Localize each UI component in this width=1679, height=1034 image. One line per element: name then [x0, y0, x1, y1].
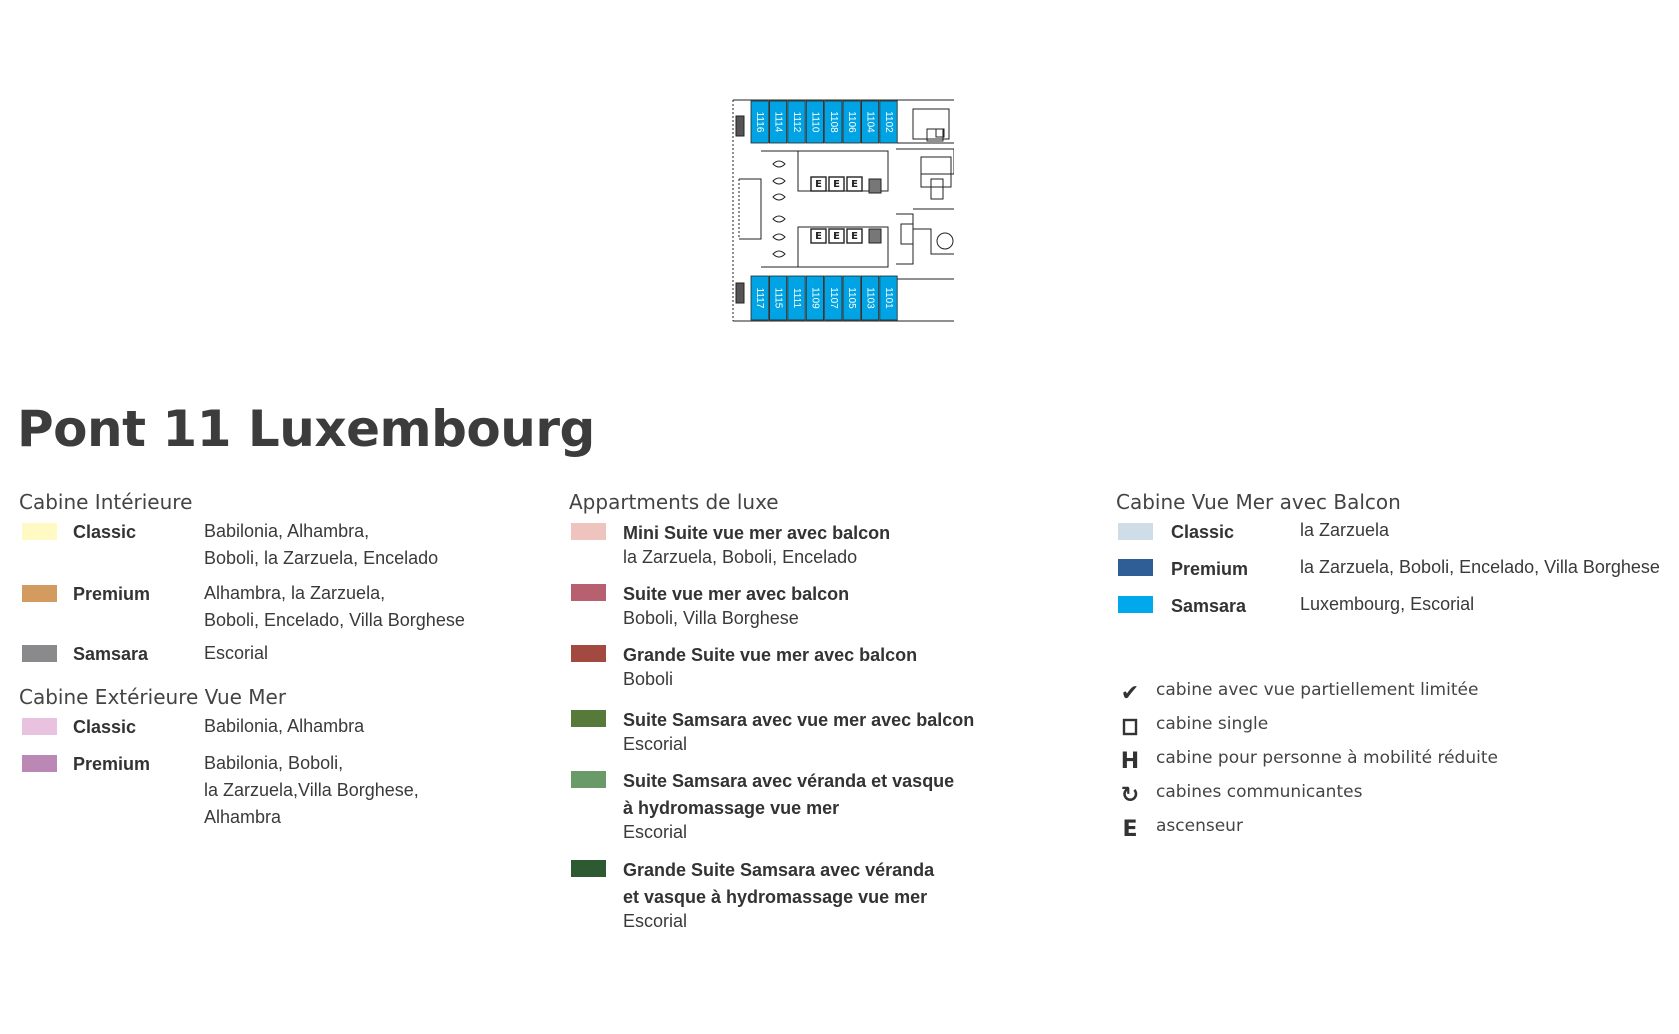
color-swatch [1118, 523, 1153, 540]
cabin-1114[interactable] [769, 101, 786, 143]
ship-list-line: Escorial [623, 734, 688, 754]
ship-list-line: Boboli [623, 669, 674, 689]
legend-row-interior-premium [19, 582, 519, 642]
color-swatch [571, 860, 606, 877]
cabin-number: 1103 [864, 287, 876, 309]
legend-label: Samsara [1171, 596, 1247, 616]
cabin-1103[interactable] [861, 276, 878, 320]
cabin-number: 1112 [791, 111, 802, 133]
square-icon [1113, 710, 1147, 744]
legend-row-suite-balcon [569, 581, 1089, 642]
color-swatch [571, 584, 606, 601]
color-swatch [571, 523, 606, 540]
legend-row-balcony-premium [1116, 556, 1676, 593]
cabin-1110[interactable] [806, 101, 823, 143]
cabin-number: 1117 [754, 287, 766, 309]
deck-plan-svg [731, 99, 954, 322]
cabin-number: 1102 [883, 111, 894, 133]
elevator-group-top [811, 177, 862, 191]
interior-section-title: Cabine Intérieure [19, 490, 193, 514]
suite-name: Suite vue mer avec balcon [623, 584, 850, 604]
symbol-description: cabine pour personne à mobilité réduite [1156, 748, 1498, 768]
ship-list-line: Alhambra [204, 807, 282, 827]
legend-label: Samsara [73, 644, 149, 664]
legend-label: Premium [1171, 559, 1249, 579]
legend-row-balcony-classic [1116, 520, 1676, 556]
cabin-1117[interactable] [751, 276, 768, 320]
exterior-section-title: Cabine Extérieure Vue Mer [19, 685, 287, 709]
elevator-icon: E [1122, 816, 1138, 842]
cabin-number: 1106 [846, 111, 858, 133]
color-swatch [571, 771, 606, 788]
cabin-1109[interactable] [806, 276, 823, 320]
elevator-label: E [851, 179, 858, 190]
ship-list-line: la Zarzuela, Boboli, Encelado [623, 547, 858, 567]
color-swatch [571, 645, 606, 662]
cabin-1101[interactable] [880, 276, 897, 320]
ship-list-line: Alhambra, la Zarzuela, [204, 583, 386, 603]
elevator-group-bottom [811, 229, 862, 243]
cabin-1115[interactable] [769, 276, 786, 320]
legend-row-mini-suite [569, 520, 1089, 581]
cabin-number: 1115 [772, 287, 784, 309]
legend-row-balcony-samsara [1116, 593, 1676, 630]
connecting-arrow-icon: ↻ [1120, 782, 1140, 808]
suite-name: Mini Suite vue mer avec balcon [623, 523, 891, 543]
legend-label: Classic [1171, 522, 1235, 542]
cabin-number: 1109 [809, 287, 821, 309]
cabin-1116[interactable] [751, 101, 768, 143]
cabin-number: 1114 [772, 111, 784, 133]
deck-plan [731, 99, 954, 322]
color-swatch [22, 523, 57, 540]
cabin-1102[interactable] [880, 101, 897, 143]
ship-list-line: Boboli, Encelado, Villa Borghese [204, 610, 465, 630]
elevator-label: E [815, 231, 822, 242]
suite-name-line: Suite Samsara avec véranda et vasque [623, 771, 955, 791]
suite-name-line: à hydromassage vue mer [623, 798, 840, 818]
legend-column-balcony [1116, 490, 1676, 630]
luxe-section-title: Appartments de luxe [569, 490, 779, 514]
cabin-number: 1116 [754, 111, 766, 133]
color-swatch [22, 755, 57, 772]
legend-row-grande-suite [569, 642, 1089, 707]
legend-row-exterior-premium [19, 752, 519, 836]
symbol-description: ascenseur [1156, 816, 1243, 836]
accessible-icon: H [1120, 748, 1140, 774]
legend-row-suite-samsara-veranda [569, 768, 1089, 857]
ship-list-line: Luxembourg, Escorial [1300, 594, 1475, 614]
ship-list-line: Boboli, la Zarzuela, Encelado [204, 548, 439, 568]
checkmark-icon: ✔ [1120, 680, 1140, 706]
ship-list-line: la Zarzuela [1300, 520, 1390, 540]
legend-row-interior-classic [19, 520, 519, 576]
cabin-1111[interactable] [788, 276, 805, 320]
cabin-1107[interactable] [825, 276, 842, 320]
legend-row-interior-samsara [19, 642, 519, 682]
legend-row-grande-suite-samsara [569, 857, 1089, 946]
ship-list-line: Boboli, Villa Borghese [623, 608, 799, 628]
legend-label: Premium [73, 584, 151, 604]
elevator-label: E [833, 231, 840, 242]
symbol-description: cabine avec vue partiellement limitée [1156, 680, 1479, 700]
legend-row-exterior-classic [19, 715, 519, 752]
legend-label: Classic [73, 522, 137, 542]
cabin-1108[interactable] [825, 101, 842, 143]
cabin-number: 1104 [864, 111, 876, 133]
legend-label: Classic [73, 717, 137, 737]
legend-label: Premium [73, 754, 151, 774]
elevator-label: E [833, 179, 840, 190]
suite-name: Suite Samsara avec vue mer avec balcon [623, 710, 975, 730]
ship-list-line: la Zarzuela,Villa Borghese, [204, 780, 419, 800]
ship-list-line: Escorial [623, 911, 688, 931]
symbol-description: cabines communicantes [1156, 782, 1363, 802]
legend-column-luxe [569, 490, 1089, 946]
color-swatch [1118, 596, 1153, 613]
ship-list-line: Escorial [623, 822, 688, 842]
cabin-1105[interactable] [843, 276, 860, 320]
color-swatch [22, 718, 57, 735]
page-title: Pont 11 Luxembourg [17, 400, 595, 458]
suite-name: Grande Suite vue mer avec balcon [623, 645, 918, 665]
cabin-1112[interactable] [788, 101, 805, 143]
suite-name-line: Grande Suite Samsara avec véranda [623, 860, 935, 880]
cabin-1104[interactable] [861, 101, 878, 143]
color-swatch [22, 645, 57, 662]
cabin-number: 1105 [846, 287, 858, 309]
legend-column-interior-exterior [19, 490, 519, 836]
elevator-label: E [851, 231, 858, 242]
suite-name-line: et vasque à hydromassage vue mer [623, 887, 928, 907]
ship-list-line: Escorial [204, 643, 269, 663]
symbol-description: cabine single [1156, 714, 1269, 734]
cabin-number: 1101 [883, 287, 894, 309]
cabin-number: 1108 [827, 111, 839, 133]
color-swatch [1118, 559, 1153, 576]
cabin-number: 1111 [791, 287, 802, 309]
elevator-label: E [815, 179, 822, 190]
color-swatch [22, 585, 57, 602]
cabin-1106[interactable] [843, 101, 860, 143]
color-swatch [571, 710, 606, 727]
ship-list-line: Babilonia, Alhambra, [204, 521, 370, 541]
bottom-cabin-row [751, 276, 897, 320]
ship-list-line: Babilonia, Alhambra [204, 716, 365, 736]
ship-list-line: la Zarzuela, Boboli, Encelado, Villa Borghese [1300, 557, 1660, 577]
balcony-section-title: Cabine Vue Mer avec Balcon [1116, 490, 1401, 514]
legend-row-suite-samsara [569, 707, 1089, 768]
top-cabin-row [751, 101, 897, 143]
cabin-number: 1107 [827, 287, 839, 309]
ship-list-line: Babilonia, Boboli, [204, 753, 344, 773]
cabin-number: 1110 [809, 111, 821, 133]
